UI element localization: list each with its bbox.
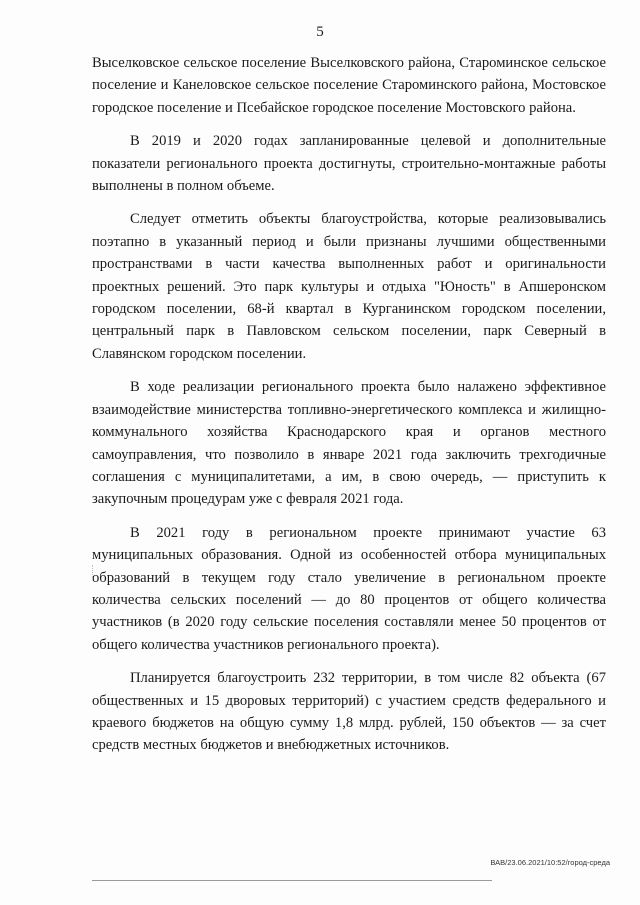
document-body [92,52,606,768]
paragraph-2: В 2019 и 2020 годах запланированные целевой и дополнительные показатели регионального проекта достигнуты, строительно-монтажные работы выполнены в полном объеме. [92,133,606,195]
footer-code: ВАВ/23.06.2021/10:52/город-среда [490,858,610,867]
footer-line [92,880,492,881]
paragraph-5: В 2021 году в региональном проекте принимают участие 63 муниципальных образования. Одной из особенностей отбора муниципальных образований в текущем году стало увеличение в региональном проекте количества сельских поселений — до 80 процентов от общего количества участников (в 2020 году сельские поселения составляли менее 50 процентов от общего количества участников регионального проекта). [92,524,606,653]
paragraph-3: Следует отметить объекты благоустройства, которые реализовывались поэтапно в указанный период и были признаны лучшими общественными пространствами в части качества выполненных работ и оригинальности проектных решений. Это парк культуры и отдыха "Юность" в Апшеронском городском поселении, 68-й квартал в Курганинском городском поселении, центральный парк в Павловском сельском поселении, парк Северный в Славянском городском поселении. [92,211,606,362]
paragraph-6: Планируется благоустроить 232 территории, в том числе 82 объекта (67 общественных и 15 дворовых территорий) с участием средств федерального и краевого бюджетов на общую сумму 1,8 млрд. рублей, 150 объектов — за счет средств местных бюджетов и внебюджетных источников. [92,670,606,754]
paragraph-1: Выселковское сельское поселение Выселковского района, Староминское сельское поселение и Канеловское сельское поселение Староминского района, Мостовское городское поселение и Псебайское городское поселение Мостовского района. [92,55,606,116]
margin-mark [92,565,96,579]
page-number: 5 [316,24,324,40]
paragraph-4: В ходе реализации регионального проекта было налажено эффективное взаимодействие министерства топливно-энергетического комплекса и жилищно-коммунального хозяйства Краснодарского края и органов местного самоуправления, что позволило в январе 2021 года заключить трехгодичные соглашения с муниципалитетами, а им, в свою очередь, — приступить к закупочным процедурам уже с февраля 2021 года. [92,379,606,508]
